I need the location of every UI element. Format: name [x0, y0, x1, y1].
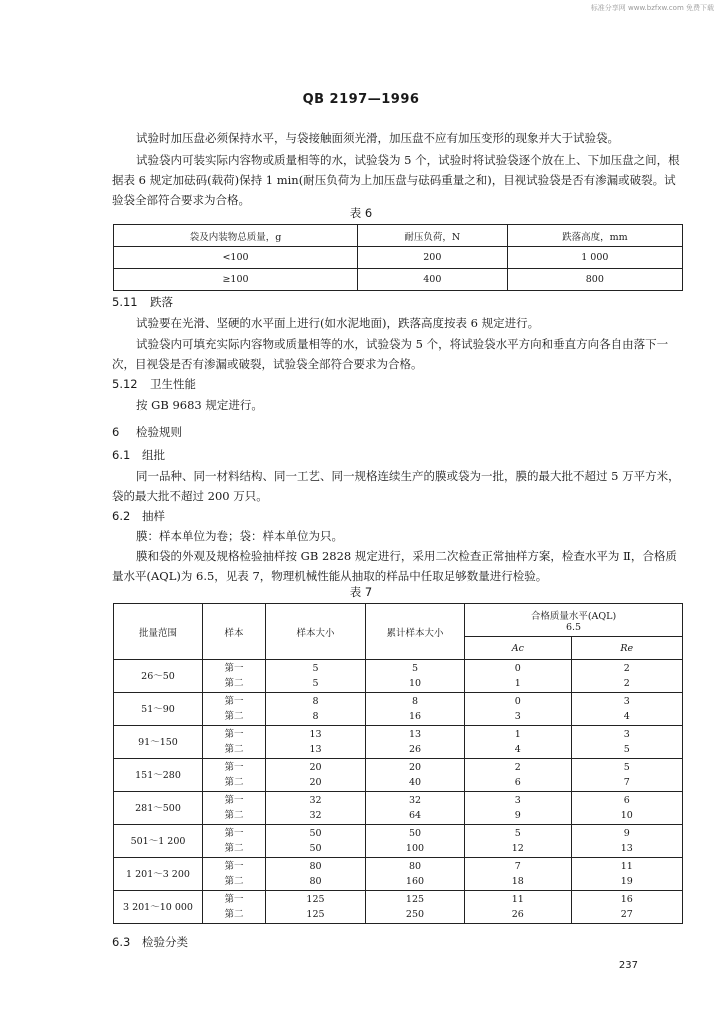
paragraph-hygiene: 按 GB 9683 规定进行。 [136, 398, 263, 412]
heading-6-1 [112, 447, 165, 463]
re-cell [571, 858, 682, 891]
heading-number: 6.2 [112, 509, 131, 523]
ac-cell [465, 726, 572, 759]
size-cell-line: 13 [309, 729, 322, 740]
size-cell [266, 726, 366, 759]
cumulative-cell-line: 10 [408, 678, 422, 689]
table-row [114, 693, 683, 726]
re-cell-line: 19 [620, 876, 633, 887]
re-cell-line: 5 [623, 762, 630, 773]
size-cell-line: 5 [312, 663, 319, 674]
heading-5-12 [112, 376, 196, 392]
ac-cell-line: 26 [511, 909, 524, 920]
ac-cell-line: 1 [514, 678, 521, 689]
size-cell-line: 8 [312, 711, 319, 722]
cumulative-cell-line: 80 [408, 861, 422, 872]
ac-cell-line: 2 [514, 762, 521, 773]
batch-range-cell: 151～280 [114, 759, 203, 792]
re-cell [571, 825, 682, 858]
page-number: 237 [618, 960, 638, 971]
re-cell-line: 6 [623, 795, 630, 806]
sample-cell-line: 第一 [224, 696, 244, 707]
ac-cell-line: 0 [514, 663, 521, 674]
cumulative-cell [366, 858, 465, 891]
heading-6-3 [112, 934, 188, 950]
sample-cell-line: 第二 [224, 909, 244, 920]
table6-cell: 200 [357, 247, 507, 269]
table7-header-row [114, 604, 683, 637]
ac-cell-line: 6 [514, 777, 521, 788]
cumulative-cell-line: 20 [408, 762, 422, 773]
re-cell-line: 10 [620, 810, 633, 821]
batch-range-cell: 1 201～3 200 [114, 858, 203, 891]
cumulative-cell-line: 5 [411, 663, 419, 674]
table-row [114, 247, 683, 269]
heading-title: 抽样 [142, 509, 165, 523]
sample-cell [203, 858, 266, 891]
batch-range-cell: 3 201～10 000 [114, 891, 203, 924]
size-cell [266, 759, 366, 792]
sample-cell [203, 759, 266, 792]
sample-cell [203, 792, 266, 825]
cumulative-cell-line: 250 [405, 909, 425, 920]
table7-header-sample: 样本 [203, 604, 266, 660]
sample-cell-line: 第一 [224, 894, 244, 905]
size-cell-line: 13 [309, 744, 322, 755]
size-cell-line: 80 [309, 861, 322, 872]
heading-6-2 [112, 508, 165, 524]
table6-cell: ≥100 [114, 269, 358, 291]
table-row [114, 269, 683, 291]
ac-cell [465, 891, 572, 924]
watermark-text: 标准分享网 www.bzfxw.com 免费下载 [590, 4, 714, 12]
sample-cell [203, 825, 266, 858]
cumulative-cell [366, 825, 465, 858]
table-row [114, 660, 683, 693]
table7-header-ac: Ac [465, 637, 572, 660]
heading-title: 检验分类 [142, 935, 188, 949]
table-row [114, 759, 683, 792]
size-cell-line: 32 [309, 795, 322, 806]
cumulative-cell-line: 26 [408, 744, 422, 755]
heading-number: 6 [112, 425, 120, 439]
table7 [113, 603, 683, 924]
ac-cell-line: 9 [514, 810, 521, 821]
sample-cell-line: 第二 [224, 711, 244, 722]
heading-title: 跌落 [150, 295, 173, 309]
cumulative-cell [366, 693, 465, 726]
size-cell [266, 693, 366, 726]
ac-cell-line: 3 [514, 711, 521, 722]
paragraph-press-plate: 试验时加压盘必须保持水平，与袋接触面须光滑，加压盘不应有加压变形的现象并大于试验袋。 [136, 131, 619, 145]
table-row [114, 792, 683, 825]
table6-cell: <100 [114, 247, 358, 269]
sample-cell [203, 726, 266, 759]
paragraph-pressure-test: 试验袋内可装实际内容物或质量相等的水，试验袋为 5 个，试验时将试验袋逐个放在上、下加压盘之间，根据表 6 规定加砝码(载荷)保持 1 min(耐压负荷为上加压盘与砝码重量之和)，目视试验袋是否有渗漏或破裂。试验袋全部符合要求为合格。 [112, 153, 680, 207]
sample-cell-line: 第二 [224, 777, 244, 788]
table6-header-row [114, 225, 683, 247]
heading-title: 检验规则 [136, 425, 182, 439]
sample-cell-line: 第二 [224, 678, 244, 689]
sample-cell-line: 第一 [224, 663, 244, 674]
sample-cell-line: 第二 [224, 843, 244, 854]
heading-5-11 [112, 294, 173, 310]
paragraph-sampling-plan: 膜和袋的外观及规格检验抽样按 GB 2828 规定进行，采用二次检查正常抽样方案，检查水平为 Ⅱ，合格质量水平(AQL)为 6.5，见表 7，物理机械性能从抽取的样品中任取足够数量进行检验。 [112, 549, 677, 583]
ac-cell-line: 1 [514, 729, 521, 740]
cumulative-cell [366, 726, 465, 759]
re-cell-line: 3 [623, 729, 630, 740]
size-cell-line: 20 [309, 762, 322, 773]
sample-cell-line: 第一 [224, 861, 244, 872]
re-cell-line: 3 [623, 696, 630, 707]
size-cell [266, 825, 366, 858]
cumulative-cell [366, 660, 465, 693]
table-row [114, 858, 683, 891]
ac-cell-line: 3 [514, 795, 521, 806]
table7-header-size: 样本大小 [266, 604, 366, 660]
size-cell-line: 50 [309, 828, 322, 839]
table6-caption: 表 6 [349, 206, 373, 220]
re-cell [571, 759, 682, 792]
re-cell-line: 7 [623, 777, 630, 788]
table7-header-cumulative: 累计样本大小 [366, 604, 465, 660]
heading-number: 5.11 [112, 295, 138, 309]
size-cell-line: 32 [309, 810, 322, 821]
ac-cell [465, 792, 572, 825]
ac-cell [465, 858, 572, 891]
size-cell-line: 50 [309, 843, 322, 854]
cumulative-cell [366, 891, 465, 924]
paragraph-sample-unit: 膜：样本单位为卷；袋：样本单位为只。 [136, 529, 343, 543]
cumulative-cell-line: 40 [408, 777, 422, 788]
batch-range-cell: 281～500 [114, 792, 203, 825]
re-cell [571, 693, 682, 726]
sample-cell-line: 第一 [224, 729, 244, 740]
heading-number: 6.1 [112, 448, 131, 462]
table-row [114, 891, 683, 924]
sample-cell-line: 第二 [224, 876, 244, 887]
sample-cell-line: 第一 [224, 762, 244, 773]
table-row [114, 825, 683, 858]
heading-title: 组批 [142, 448, 165, 462]
size-cell-line: 125 [306, 909, 325, 920]
ac-cell-line: 0 [514, 696, 521, 707]
ac-cell-line: 7 [514, 861, 521, 872]
cumulative-cell-line: 13 [408, 729, 422, 740]
ac-cell [465, 660, 572, 693]
ac-cell [465, 825, 572, 858]
size-cell [266, 858, 366, 891]
table6 [113, 224, 683, 291]
cumulative-cell-line: 160 [405, 876, 425, 887]
heading-number: 6.3 [112, 935, 131, 949]
paragraph-drop-surface: 试验要在光滑、坚硬的水平面上进行(如水泥地面)，跌落高度按表 6 规定进行。 [136, 316, 540, 330]
ac-cell-line: 18 [511, 876, 524, 887]
re-cell-line: 16 [620, 894, 633, 905]
paragraph-batch: 同一品种、同一材料结构、同一工艺、同一规格连续生产的膜或袋为一批，膜的最大批不超过 5 万平方米，袋的最大批不超过 200 万只。 [112, 469, 680, 503]
size-cell-line: 125 [306, 894, 325, 905]
re-cell-line: 4 [623, 711, 630, 722]
size-cell-line: 20 [309, 777, 322, 788]
sample-cell-line: 第一 [224, 828, 244, 839]
re-cell-line: 11 [620, 861, 633, 872]
re-cell [571, 660, 682, 693]
batch-range-cell: 26～50 [114, 660, 203, 693]
sample-cell [203, 660, 266, 693]
aql-value: 6.5 [565, 621, 582, 633]
cumulative-cell [366, 792, 465, 825]
cumulative-cell [366, 759, 465, 792]
table7-header-aql [465, 604, 683, 637]
size-cell [266, 891, 366, 924]
sample-cell-line: 第二 [224, 810, 244, 821]
re-cell-line: 27 [620, 909, 633, 920]
ac-cell [465, 693, 572, 726]
table6-cell: 1 000 [507, 247, 682, 269]
ac-cell [465, 759, 572, 792]
table6-header-mass: 袋及内装物总质量，g [114, 225, 358, 247]
table-row [114, 726, 683, 759]
re-cell-line: 5 [623, 744, 630, 755]
table6-header-height: 跌落高度，mm [507, 225, 682, 247]
re-cell [571, 726, 682, 759]
table6-cell: 400 [357, 269, 507, 291]
cumulative-cell-line: 50 [408, 828, 422, 839]
heading-6 [112, 424, 182, 440]
re-cell-line: 2 [623, 663, 630, 674]
standard-number-header: QB 2197—1996 [302, 92, 420, 107]
size-cell [266, 792, 366, 825]
batch-range-cell: 51～90 [114, 693, 203, 726]
ac-cell-line: 11 [511, 894, 524, 905]
batch-range-cell: 501～1 200 [114, 825, 203, 858]
re-cell [571, 891, 682, 924]
heading-title: 卫生性能 [150, 377, 196, 391]
table7-body [114, 660, 683, 924]
batch-range-cell: 91～150 [114, 726, 203, 759]
table6-header-load: 耐压负荷，N [357, 225, 507, 247]
ac-cell-line: 5 [514, 828, 521, 839]
paragraph-drop-test: 试验袋内可填充实际内容物或质量相等的水，试验袋为 5 个，将试验袋水平方向和垂直方向各自由落下一次，目视袋是否有渗漏或破裂，试验袋全部符合要求为合格。 [112, 337, 669, 371]
heading-number: 5.12 [112, 377, 138, 391]
size-cell-line: 80 [309, 876, 322, 887]
aql-label: 合格质量水平(AQL) [530, 610, 617, 622]
cumulative-cell-line: 8 [411, 696, 419, 707]
sample-cell-line: 第一 [224, 795, 244, 806]
size-cell-line: 8 [312, 696, 319, 707]
cumulative-cell-line: 125 [405, 894, 425, 905]
cumulative-cell-line: 16 [408, 711, 422, 722]
table7-header-batch: 批量范围 [114, 604, 203, 660]
re-cell-line: 2 [623, 678, 630, 689]
sample-cell-line: 第二 [224, 744, 244, 755]
size-cell-line: 5 [312, 678, 319, 689]
sample-cell [203, 693, 266, 726]
cumulative-cell-line: 32 [408, 795, 422, 806]
re-cell-line: 9 [623, 828, 630, 839]
ac-cell-line: 12 [511, 843, 524, 854]
cumulative-cell-line: 64 [408, 810, 422, 821]
sample-cell [203, 891, 266, 924]
cumulative-cell-line: 100 [405, 843, 425, 854]
ac-cell-line: 4 [514, 744, 521, 755]
table7-header-re: Re [571, 637, 682, 660]
table6-cell: 800 [507, 269, 682, 291]
size-cell [266, 660, 366, 693]
re-cell [571, 792, 682, 825]
re-cell-line: 13 [620, 843, 633, 854]
table7-caption: 表 7 [349, 585, 373, 599]
